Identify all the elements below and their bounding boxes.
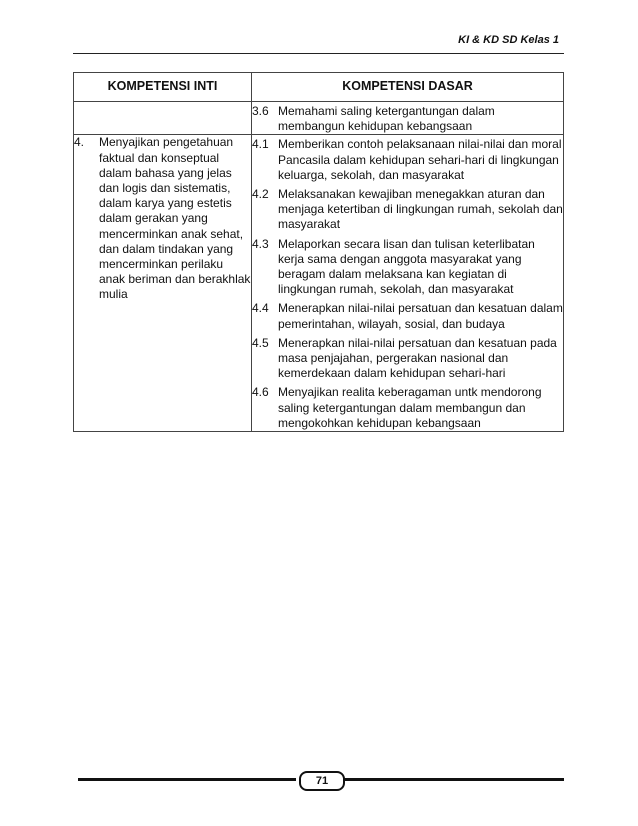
kd-item-4-1	[252, 137, 563, 183]
page-number-badge: 71	[299, 771, 345, 791]
kd-item-4-4	[252, 301, 563, 331]
kd-number: 4.1	[252, 137, 269, 152]
kd-text: Menerapkan nilai-nilai persatuan dan kesatuan pada masa penjajahan, pergerakan nasional dan kemerdekaan dalam kehidupan sehari-hari	[278, 335, 557, 381]
kd-cell	[252, 102, 564, 135]
kd-number: 4.2	[252, 187, 269, 202]
kd-number: 4.3	[252, 236, 269, 251]
kd-text: Menerapkan nilai-nilai persatuan dan kesatuan dalam pemerintahan, wilayah, sosial, dan budaya	[278, 301, 563, 331]
kd-number: 3.6	[252, 104, 269, 118]
kd-number: 4.5	[252, 335, 269, 350]
kd-number: 4.6	[252, 385, 269, 400]
table-row	[74, 102, 564, 135]
kd-item-4-3	[252, 237, 563, 298]
footer-rule-left	[78, 778, 296, 781]
kd-text: Memahami saling ketergantungan dalam membangun kehidupan kebangsaan	[278, 104, 495, 134]
header-divider	[73, 53, 564, 54]
footer-rule-right	[344, 778, 564, 781]
table-row	[74, 135, 564, 432]
kd-item-4-6	[252, 385, 563, 431]
ki-cell	[74, 135, 252, 432]
competency-table	[73, 72, 564, 432]
table-header-row	[74, 73, 564, 102]
running-header: KI & KD SD Kelas 1	[458, 34, 559, 46]
kd-item-4-5	[252, 336, 563, 382]
kd-item-4-2	[252, 187, 563, 233]
kd-cell	[252, 135, 564, 432]
ki-cell-empty	[74, 102, 252, 135]
ki-text: Menyajikan pengetahuan faktual dan konseptual dalam bahasa yang jelas dan logis dan sistematis, dalam karya yang estetis dalam gerakan yang mencerminkan anak sehat, dan dalam tindakan yang mencerminkan perilaku anak beriman dan berakhlak mulia	[99, 135, 251, 302]
kd-text: Menyajikan realita keberagaman untk mendorong saling ketergantungan dalam membangun dan mengokohkan kehidupan kebangsaan	[278, 385, 542, 430]
header-kompetensi-dasar: KOMPETENSI DASAR	[252, 73, 564, 102]
header-kompetensi-inti: KOMPETENSI INTI	[74, 73, 252, 102]
kd-text: Memberikan contoh pelaksanaan nilai-nilai dan moral Pancasila dalam kehidupan sehari-hari di lingkungan keluarga, sekolah, dan masyarakat	[278, 137, 562, 182]
kd-number: 4.4	[252, 301, 269, 316]
ki-number: 4.	[74, 135, 85, 150]
kd-text: Melaporkan secara lisan dan tulisan keterlibatan kerja sama dengan anggota masyarakat yang beragam dalam melaksana kan kegiatan di lingkungan rumah, sekolah, dan masyarakat	[278, 236, 535, 297]
kd-text: Melaksanakan kewajiban menegakkan aturan dan menjaga ketertiban di lingkungan rumah, sekolah dan masyarakat	[278, 187, 563, 232]
kd-item-3-6	[252, 104, 563, 134]
